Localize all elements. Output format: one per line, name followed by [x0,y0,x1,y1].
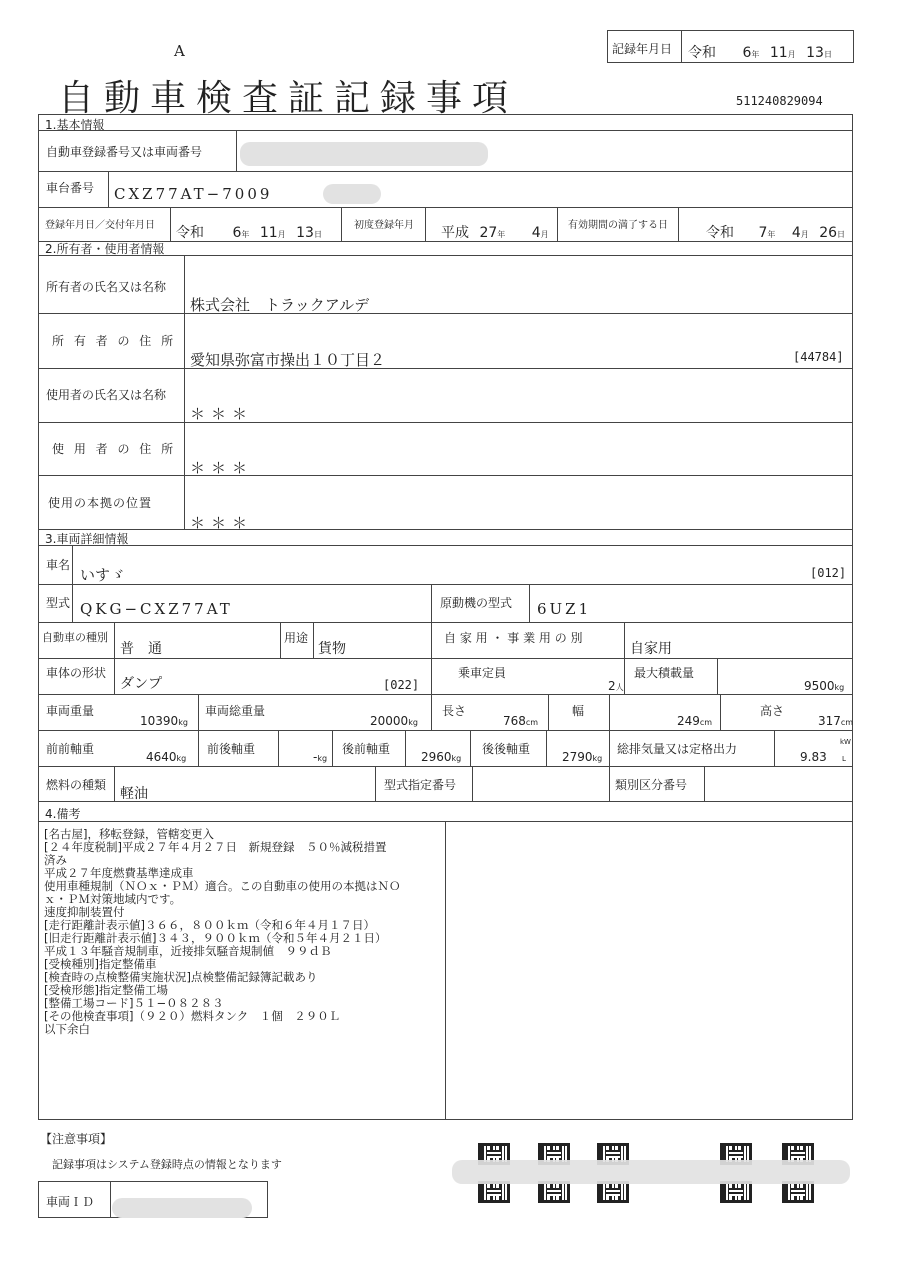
section2-heading: 2.所有者・使用者情報 [45,242,165,256]
use-value: 貨物 [318,641,346,657]
user-address-value: ＊＊＊ [190,459,254,477]
maker-code: [012] [810,566,847,580]
front-rear-axle-value: -kg [313,750,328,764]
model-value: QKG−CXZ77AT [80,600,233,618]
owner-name-label: 所有者の氏名又は名称 [46,280,167,294]
chassis-label: 車台番号 [46,181,95,195]
document-mark: A [174,42,185,60]
redacted-reg-number [240,142,488,166]
body-shape-label: 車体の形状 [46,666,107,680]
width-value: 249cm [677,714,713,728]
record-date-label: 記録年月日 [612,42,673,56]
qr-code-10 [782,1181,814,1203]
rear-front-axle-value: 2960kg [421,750,462,764]
model-label: 型式 [46,596,71,610]
max-load-value: 9500kg [804,679,845,693]
qr-code-6 [478,1181,510,1203]
chassis-value: CXZ77AT−7009 [114,185,273,203]
qr-code-7 [538,1181,570,1203]
remarks-text: [名古屋]，移転登録，管轄変更入 [２４年度税制]平成２７年４月２７日 新規登録 ５０％減税措置 済み 平成２７年度燃費基準達成車 使用車種規制（ＮＯｘ・ＰＭ）適合。この自動車の使用の本拠はＮＯ ｘ・ＰＭ対策地域内です。 速度抑制装置付 [走行距離計表示値]３６６，８００ｋｍ（令和６年４月１７日） [旧走行距離計表示値]３４３，９００ｋｍ（令和５年４月２１日） 平成１３年騒音規制車，近接排気騒音規制値 ９９ｄＢ [受検種別]指定整備車 [検査時の点検整備実施状況]点検整備記録簿記載あり [受検形態]指定整備工場 [整備工場コード]５１−０８２８３ [その他検査事項]（９２０）燃料タンク １個 ２９０Ｌ 以下余白 [44,827,401,1036]
document-number: 511240829094 [736,94,823,108]
user-name-value: ＊＊＊ [190,405,254,423]
capacity-value: 2人 [608,679,624,693]
owner-address-value: 愛知県弥富市操出１０丁目２ [190,351,386,369]
user-name-label: 使用者の氏名又は名称 [46,388,167,402]
vehicle-type-value: 普 通 [120,641,162,657]
body-shape-code: [022] [383,678,420,692]
first-reg-label: 初度登録年月 [354,220,414,231]
front-rear-axle-label: 前後軸重 [207,742,256,756]
vehicle-id-label: 車両ＩＤ [46,1195,95,1209]
fuel-type-label: 燃料の種類 [46,778,107,792]
qr-code-8 [597,1181,629,1203]
engine-value: 6UZ1 [537,600,592,618]
displacement-unit-kw: kW [840,738,851,746]
fuel-type-value: 軽油 [120,786,148,802]
owner-address-code: [44784] [793,350,844,364]
base-location-value: ＊＊＊ [190,514,254,532]
width-label: 幅 [572,704,585,718]
section4-heading: 4.備考 [45,807,81,821]
type-approval-label: 型式指定番号 [384,778,457,792]
category-number-label: 類別区分番号 [615,778,688,792]
rear-front-axle-label: 後前軸重 [342,742,391,756]
redacted-qr-band [452,1160,850,1184]
base-location-label: 使用の本拠の位置 [48,496,153,510]
owner-name-value: 株式会社 トラックアルデ [190,296,370,314]
qr-code-9 [720,1181,752,1203]
displacement-unit-l: L [842,755,846,763]
redacted-vehicle-id [112,1198,252,1218]
reg-number-label: 自動車登録番号又は車両番号 [46,145,203,159]
section1-heading: 1.基本情報 [45,118,105,132]
vehicle-weight-label: 車両重量 [46,704,95,718]
engine-label: 原動機の型式 [440,596,513,610]
private-use-label: 自 家 用 ・ 事 業 用 の 別 [444,631,583,645]
gross-weight-label: 車両総重量 [205,704,266,718]
redacted-chassis-suffix [323,184,381,204]
owner-address-label: 所 有 者 の 住 所 [52,334,177,348]
section3-heading: 3.車両詳細情報 [45,532,129,546]
rear-rear-axle-label: 後後軸重 [482,742,531,756]
height-label: 高さ [760,704,785,718]
displacement-label: 総排気量又は定格出力 [617,742,738,756]
capacity-label: 乗車定員 [458,666,507,680]
displacement-value: 9.83 [800,750,827,764]
user-address-label: 使 用 者 の 住 所 [52,442,177,456]
maker-value: いすゞ [80,566,126,584]
height-value: 317cm [818,714,854,728]
record-date-value: 令和 6年 11月 13日 [688,45,832,61]
private-use-value: 自家用 [630,641,672,657]
caution-heading: 【注意事項】 [40,1132,113,1146]
caution-text: 記録事項はシステム登録時点の情報となります [52,1158,282,1171]
front-front-axle-value: 4640kg [146,750,187,764]
body-shape-value: ダンプ [120,676,163,692]
length-value: 768cm [503,714,539,728]
gross-weight-value: 20000kg [370,714,418,728]
vehicle-weight-value: 10390kg [140,714,188,728]
front-front-axle-label: 前前軸重 [46,742,95,756]
rear-rear-axle-value: 2790kg [562,750,603,764]
length-label: 長さ [442,704,467,718]
first-reg-value: 平成 27年 4月 [441,225,549,241]
expiry-label: 有効期間の満了する日 [568,220,668,231]
reg-date-label: 登録年月日／交付年月日 [45,220,155,231]
vehicle-type-label: 自動車の種別 [42,631,108,644]
maker-label: 車名 [46,558,71,572]
max-load-label: 最大積載量 [634,666,695,680]
use-label: 用途 [284,631,309,645]
expiry-value: 令和 7年 4月 26日 [706,225,846,241]
reg-date-value: 令和 6年 11月 13日 [176,225,322,241]
page-title: 自動車検査証記録事項 [58,78,519,119]
